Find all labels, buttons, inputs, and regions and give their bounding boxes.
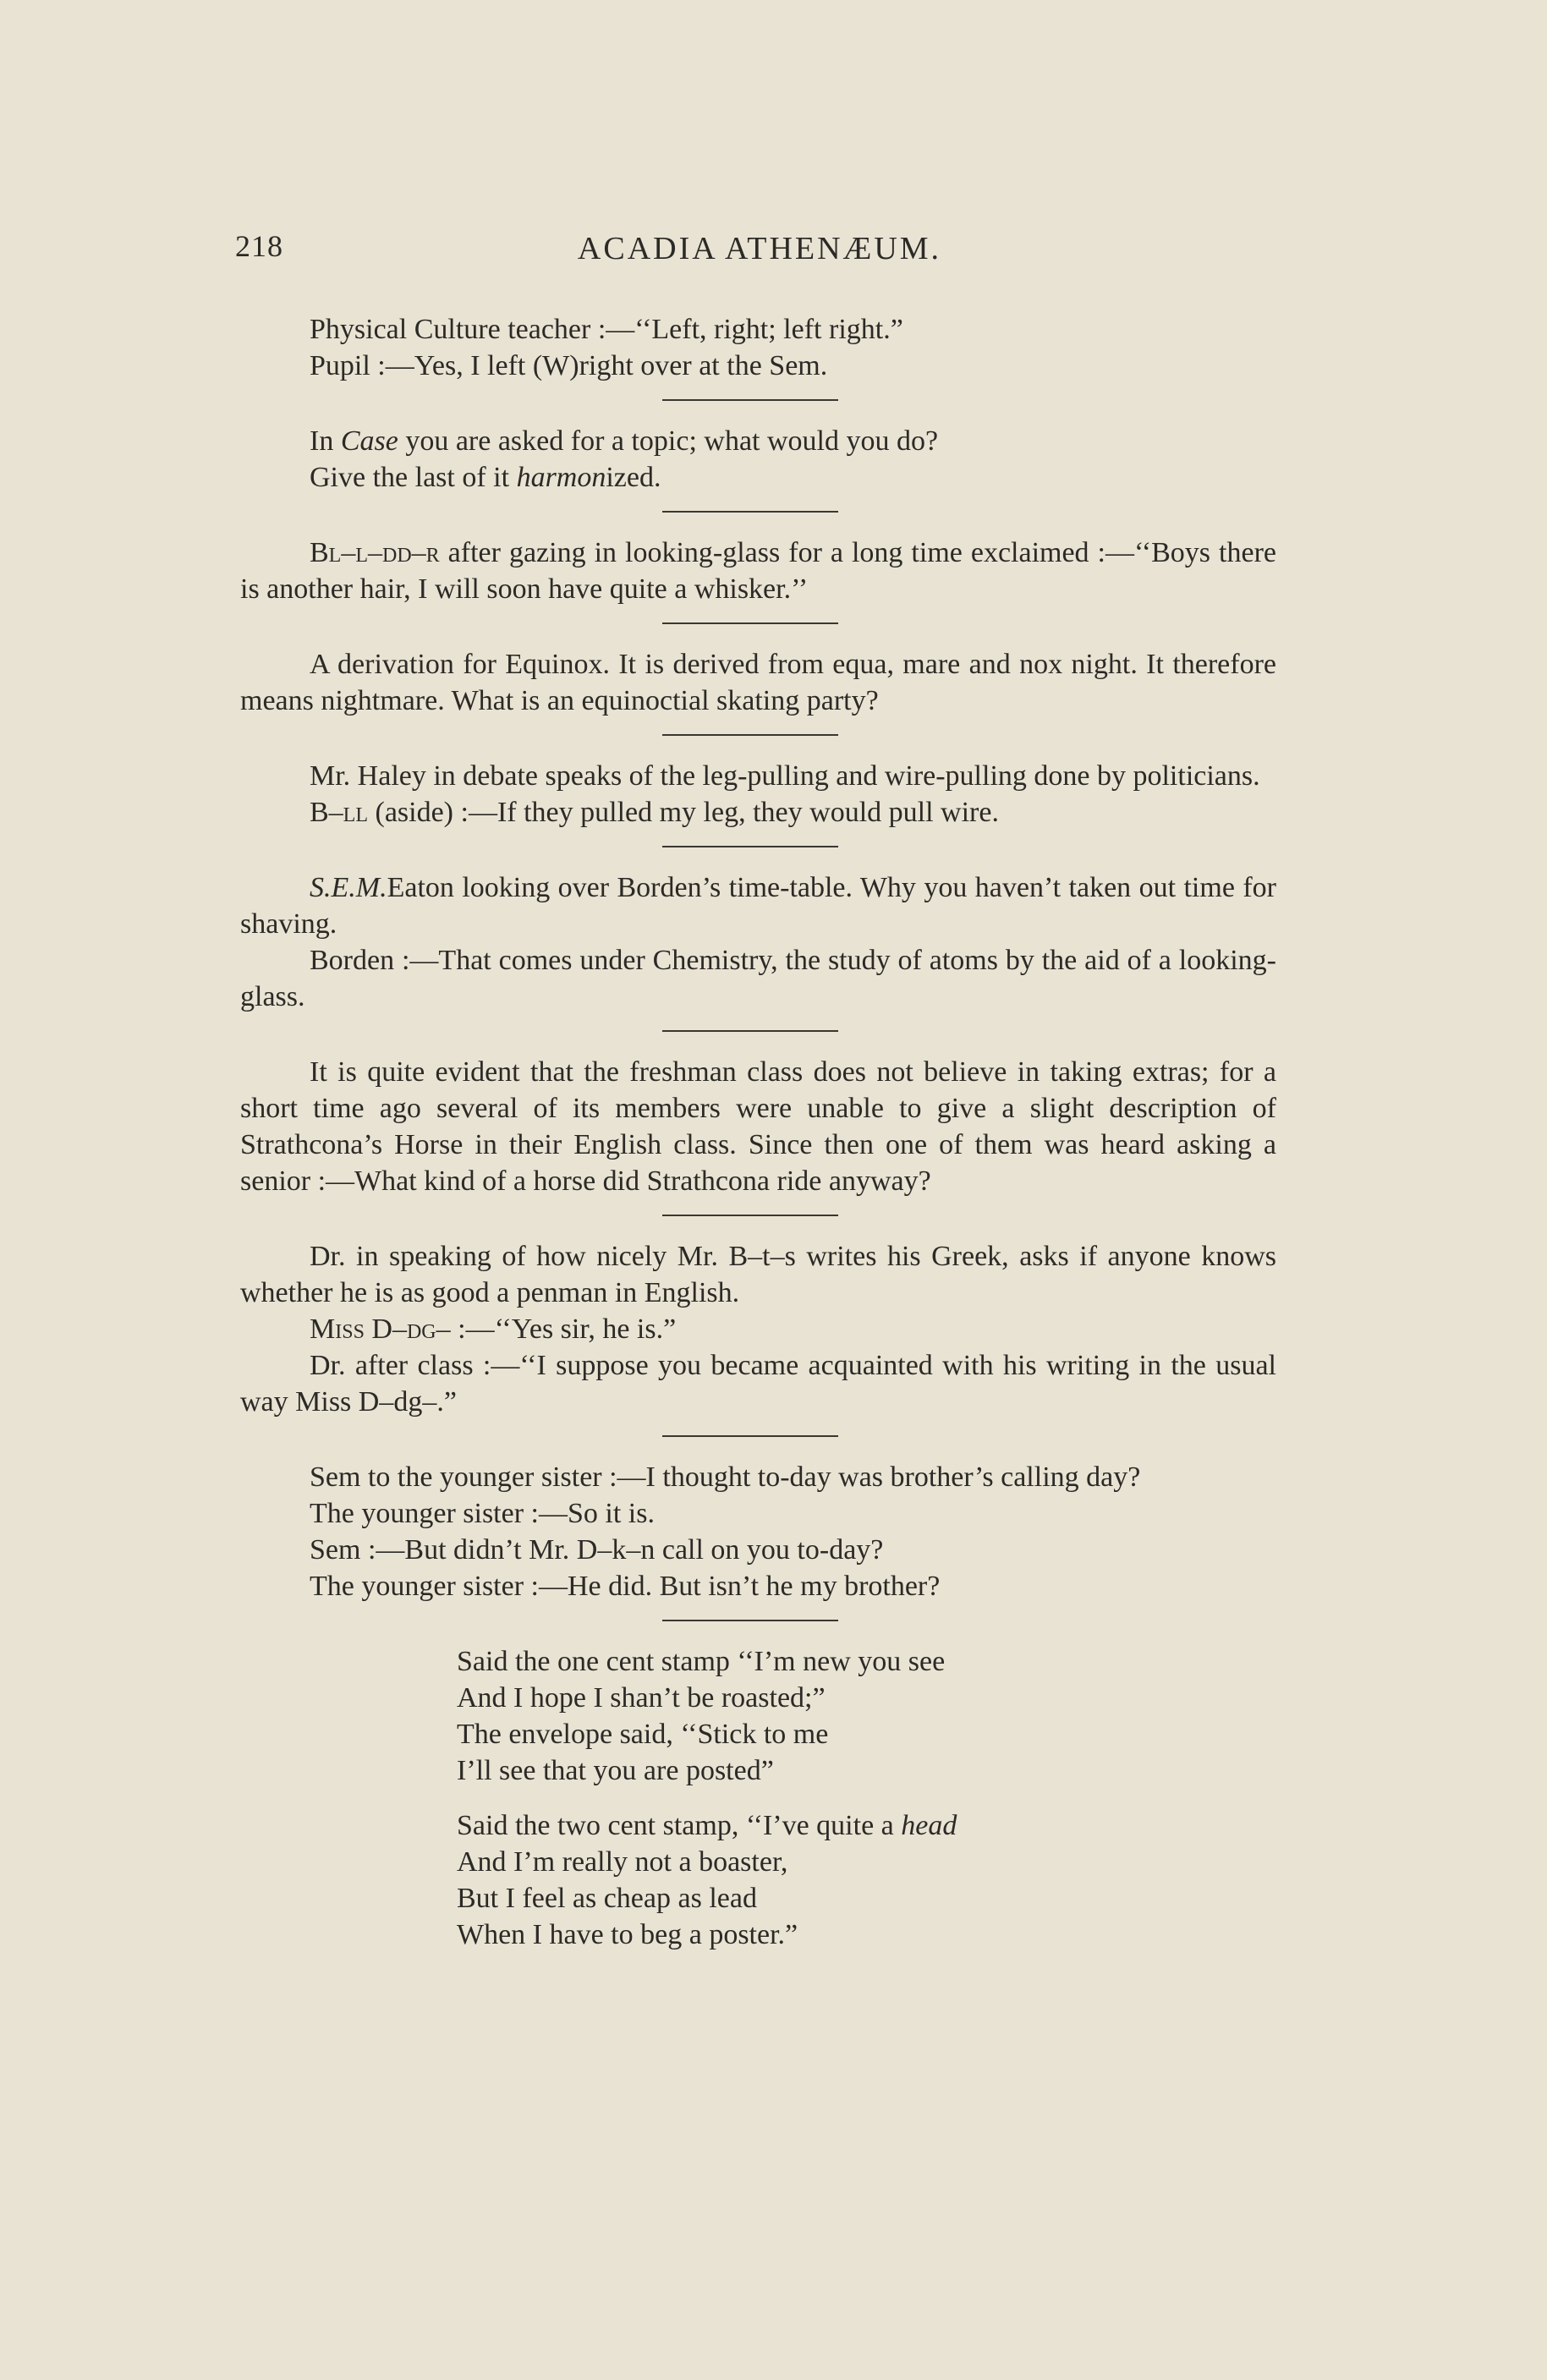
poem-line: When I have to beg a poster.” <box>457 1919 798 1950</box>
paragraph: Mr. Haley in debate speaks of the leg-pulling and wire-pulling done by politicians. <box>310 760 1260 792</box>
separator-rule <box>662 734 838 736</box>
joke-calling-day <box>240 1459 1276 1604</box>
paragraph <box>240 794 1276 831</box>
paragraph-text: Eaton looking over Borden’s time-table. Why you haven’t taken out time for shaving. <box>240 872 1276 940</box>
running-title: ACADIA ATHENÆUM. <box>577 231 942 266</box>
paragraph: It is quite evident that the freshman class does not believe in taking extras; for a short time ago several of its members were unable to give a slight description of Strathcona’s Horse in their English class. Since then one of them was heard asking a senior :—What kind of a horse did Strathcona ride anyway? <box>240 1056 1276 1197</box>
joke-strathcona <box>240 1054 1276 1199</box>
italic-word: harmon <box>516 462 606 493</box>
paragraph-text: after gazing in looking-glass for a long time exclaimed :—‘‘Boys there is another hair, I will soon have quite a whisker.’’ <box>240 537 1276 605</box>
dialogue-line: Sem :—But didn’t Mr. D–k–n call on you to-day? <box>310 1534 884 1566</box>
poem-line <box>457 1807 1276 1844</box>
poem-stanza <box>457 1643 1276 1789</box>
poem-line: And I hope I shan’t be roasted;” <box>457 1682 826 1714</box>
joke-time-table <box>240 869 1276 1015</box>
joke-looking-glass <box>240 535 1276 607</box>
paragraph-text: (aside) :—If they pulled my leg, they would pull wire. <box>368 797 999 828</box>
poem-stanza <box>457 1807 1276 1953</box>
joke-case-topic <box>240 423 1276 496</box>
separator-rule <box>662 1620 838 1621</box>
page-number: 218 <box>235 229 283 263</box>
joke-debate <box>240 758 1276 831</box>
joke-equinox <box>240 646 1276 719</box>
stamp-poem <box>240 1643 1276 1953</box>
separator-rule <box>662 846 838 847</box>
joke-physical-culture <box>240 311 1276 384</box>
separator-rule <box>662 1030 838 1032</box>
name-small-caps: Bl–l–dd–r <box>310 537 440 568</box>
italic-word: Case <box>340 425 398 457</box>
paragraph: Sem to the younger sister :—I thought to-day was brother’s calling day? <box>310 1461 1141 1493</box>
paragraph <box>240 869 1276 942</box>
name-small-caps: B–ll <box>310 797 368 828</box>
separator-rule <box>662 1215 838 1216</box>
paragraph: Dr. in speaking of how nicely Mr. B–t–s writes his Greek, asks if anyone knows whether he is as good a penman in English. <box>240 1241 1276 1308</box>
paragraph: Borden :—That comes under Chemistry, the study of atoms by the aid of a looking-glass. <box>240 945 1276 1012</box>
joke-penman <box>240 1238 1276 1420</box>
dialogue-line: The younger sister :—So it is. <box>310 1498 655 1529</box>
page-header <box>235 228 1402 271</box>
poem-line-text: Said the two cent stamp, ‘‘I’ve quite a <box>457 1810 902 1841</box>
italic-word: head <box>901 1810 957 1841</box>
dialogue-line: The younger sister :—He did. But isn’t he my brother? <box>310 1571 941 1602</box>
text-line: Give the last of it harmonized. <box>310 462 661 493</box>
name-small-caps: Miss D–dg– <box>310 1313 451 1345</box>
poem-line: The envelope said, ‘‘Stick to me <box>457 1719 829 1750</box>
poem-line: Said the one cent stamp ‘‘I’m new you see <box>457 1646 946 1677</box>
poem-line: I’ll see that you are posted” <box>457 1755 774 1786</box>
paragraph <box>240 1311 1276 1347</box>
paragraph <box>240 535 1276 607</box>
italic-initials: S.E.M. <box>310 872 387 903</box>
paragraph: A derivation for Equinox. It is derived from equa, mare and nox night. It therefore means nightmare. What is an equinoctial skating party? <box>240 649 1276 716</box>
paragraph: Dr. after class :—‘‘I suppose you became acquainted with his writing in the usual way Miss D–dg–.” <box>240 1350 1276 1418</box>
separator-rule <box>662 622 838 624</box>
poem-line: And I’m really not a boaster, <box>457 1846 788 1878</box>
text-line: Pupil :—Yes, I left (W)right over at the Sem. <box>310 350 828 381</box>
poem-line: But I feel as cheap as lead <box>457 1883 757 1914</box>
text-line: Physical Culture teacher :—‘‘Left, right; left right.” <box>310 314 903 345</box>
page-body <box>240 311 1276 1971</box>
text-line: In Case you are asked for a topic; what would you do? <box>310 425 939 457</box>
separator-rule <box>662 399 838 401</box>
paragraph-text: :—‘‘Yes sir, he is.” <box>450 1313 677 1345</box>
separator-rule <box>662 1435 838 1437</box>
separator-rule <box>662 511 838 513</box>
